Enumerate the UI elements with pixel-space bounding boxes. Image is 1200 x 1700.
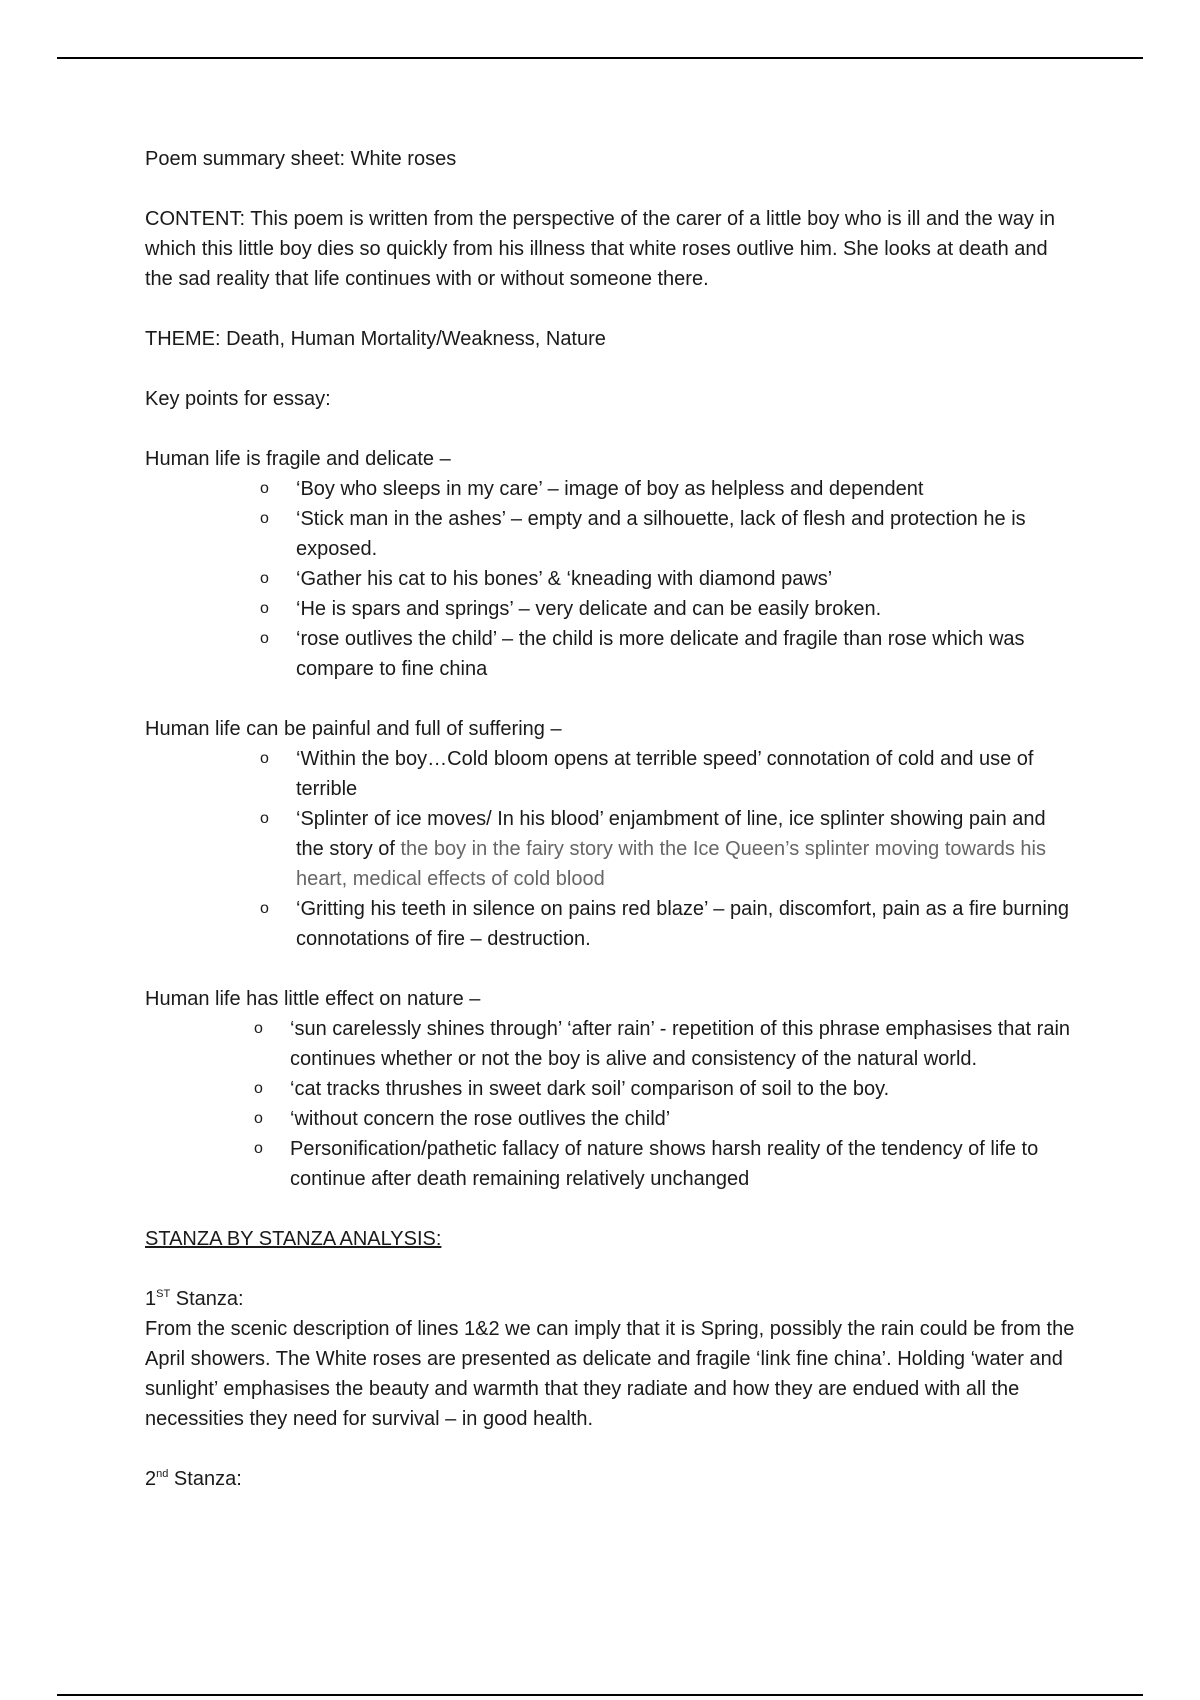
stanza-2-heading: 2nd Stanza: xyxy=(145,1468,242,1490)
bullet-icon: o xyxy=(260,570,269,587)
bullet-icon: o xyxy=(254,1020,263,1037)
section-heading: Human life has little effect on nature – xyxy=(145,988,481,1010)
key-points-heading: Key points for essay: xyxy=(145,388,331,410)
list-item: o ‘Gritting his teeth in silence on pains red blaze’ – pain, discomfort, pain as a fire burning connotations of fire – destruction. xyxy=(145,894,1075,954)
bullet-list xyxy=(145,744,1075,954)
footer-rule xyxy=(57,1694,1143,1696)
list-item: o ‘Gather his cat to his bones’ & ‘kneading with diamond paws’ xyxy=(145,564,1075,594)
list-item: o ‘sun carelessly shines through’ ‘after rain’ - repetition of this phrase emphasises that rain continues whether or not the boy is alive and consistency of the natural world. xyxy=(145,1014,1075,1074)
list-item: o ‘cat tracks thrushes in sweet dark soil’ comparison of soil to the boy. xyxy=(145,1074,1075,1104)
section-heading: Human life is fragile and delicate – xyxy=(145,448,451,470)
bullet-icon: o xyxy=(260,750,269,767)
stanza-1-heading: 1ST Stanza: xyxy=(145,1288,244,1310)
bullet-icon: o xyxy=(254,1110,263,1127)
bullet-icon: o xyxy=(260,630,269,647)
document-title: Poem summary sheet: White roses xyxy=(145,148,457,170)
bullet-icon: o xyxy=(260,900,269,917)
section-heading: Human life can be painful and full of suffering – xyxy=(145,718,562,740)
bullet-icon: o xyxy=(260,510,269,527)
bullet-list xyxy=(145,474,1075,684)
document-body xyxy=(145,144,1075,1494)
list-item: o ‘rose outlives the child’ – the child is more delicate and fragile than rose which was compare to fine china xyxy=(145,624,1075,684)
bullet-list xyxy=(145,1014,1075,1194)
list-item: o ‘Splinter of ice moves/ In his blood’ enjambment of line, ice splinter showing pain and the story of the boy in the fairy story with the Ice Queen’s splinter moving towards his heart, medical effects of cold blood xyxy=(145,804,1075,894)
stanza-1-paragraph: From the scenic description of lines 1&2 we can imply that it is Spring, possibly the rain could be from the April showers. The White roses are presented as delicate and fragile ‘link fine china’. Holding ‘water and sunlight’ emphasises the beauty and warmth that they radiate and how they are endued with all the necessities they need for survival – in good health. xyxy=(145,1318,1075,1430)
list-item: o ‘without concern the rose outlives the child’ xyxy=(145,1104,1075,1134)
bullet-icon: o xyxy=(260,480,269,497)
theme-line: THEME: Death, Human Mortality/Weakness, Nature xyxy=(145,328,606,350)
bullet-icon: o xyxy=(260,810,269,827)
content-paragraph: CONTENT: This poem is written from the perspective of the carer of a little boy who is ill and the way in which this little boy dies so quickly from his illness that white roses outlive him. She looks at death and the sad reality that life continues with or without someone there. xyxy=(145,208,1055,290)
bullet-icon: o xyxy=(260,600,269,617)
list-item: o ‘Boy who sleeps in my care’ – image of boy as helpless and dependent xyxy=(145,474,1075,504)
bullet-icon: o xyxy=(254,1080,263,1097)
list-item: o ‘Stick man in the ashes’ – empty and a silhouette, lack of flesh and protection he is exposed. xyxy=(145,504,1075,564)
list-item: o ‘Within the boy…Cold bloom opens at terrible speed’ connotation of cold and use of terrible xyxy=(145,744,1075,804)
analysis-heading: STANZA BY STANZA ANALYSIS: xyxy=(145,1228,442,1250)
list-item: o ‘He is spars and springs’ – very delicate and can be easily broken. xyxy=(145,594,1075,624)
list-item: o Personification/pathetic fallacy of nature shows harsh reality of the tendency of life to continue after death remaining relatively unchanged xyxy=(145,1134,1075,1194)
bullet-icon: o xyxy=(254,1140,263,1157)
header-rule xyxy=(57,57,1143,59)
